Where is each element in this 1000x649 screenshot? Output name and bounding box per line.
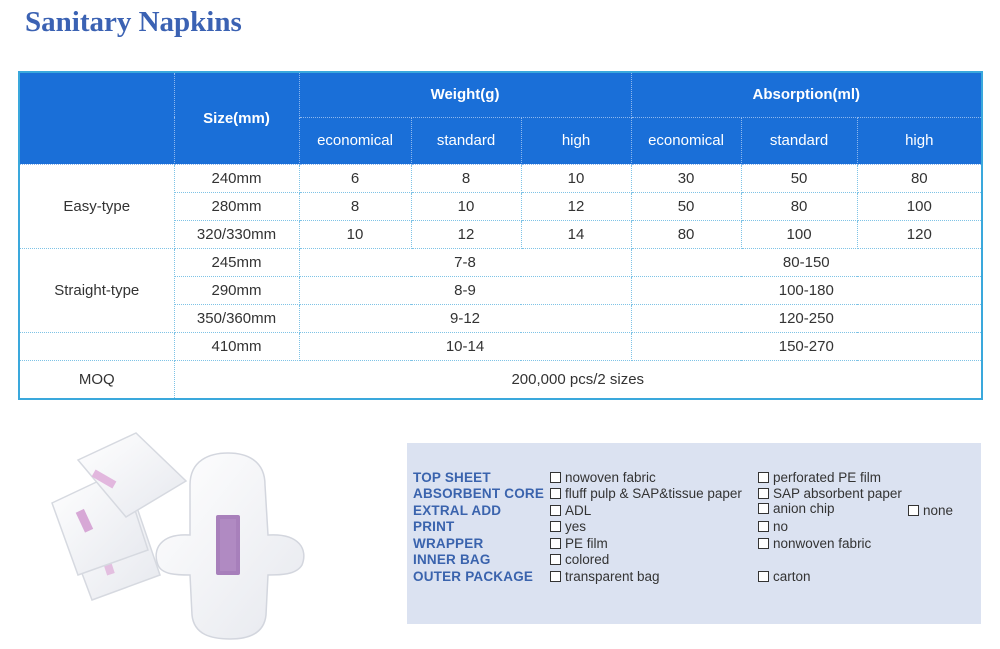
cell-absorption: 120 — [857, 220, 982, 248]
checkbox-icon[interactable] — [758, 472, 769, 483]
option-no[interactable]: no — [758, 519, 788, 534]
moq-row — [19, 361, 982, 399]
table-row — [19, 333, 982, 361]
cell-weight: 6 — [299, 164, 411, 192]
option-row-print — [407, 519, 981, 535]
category-blank — [19, 333, 174, 361]
cell-size: 350/360mm — [174, 305, 299, 333]
subheader-weight-high: high — [521, 117, 631, 164]
table-row — [19, 164, 982, 192]
cell-absorption: 120-250 — [631, 305, 982, 333]
category-straight-type: Straight-type — [19, 248, 174, 332]
checkbox-icon[interactable] — [550, 521, 561, 532]
option-label: ABSORBENT CORE — [413, 486, 545, 501]
cell-weight: 10 — [299, 220, 411, 248]
option-row-extral-add — [407, 503, 981, 519]
option-pe-film[interactable]: PE film — [550, 536, 608, 551]
subheader-absorption-standard: standard — [741, 117, 857, 164]
checkbox-icon[interactable] — [550, 571, 561, 582]
cell-weight: 8 — [299, 192, 411, 220]
cell-weight: 10 — [521, 164, 631, 192]
option-label: EXTRAL ADD — [413, 503, 502, 518]
checkbox-icon[interactable] — [550, 472, 561, 483]
header-size: Size(mm) — [174, 72, 299, 164]
cell-absorption: 100 — [857, 192, 982, 220]
product-photo — [40, 425, 340, 645]
checkbox-icon[interactable] — [550, 538, 561, 549]
cell-absorption: 100 — [741, 220, 857, 248]
checkbox-icon[interactable] — [550, 505, 561, 516]
option-row-absorbent-core — [407, 486, 981, 502]
cell-absorption: 100-180 — [631, 276, 982, 304]
option-row-inner-bag — [407, 552, 981, 568]
option-label: PRINT — [413, 519, 455, 534]
cell-weight: 14 — [521, 220, 631, 248]
option-adl[interactable]: ADL — [550, 503, 591, 518]
cell-size: 245mm — [174, 248, 299, 276]
cell-absorption: 80 — [741, 192, 857, 220]
option-nonwoven-fabric[interactable]: nonwoven fabric — [758, 536, 871, 551]
cell-weight: 12 — [411, 220, 521, 248]
subheader-weight-economical: economical — [299, 117, 411, 164]
cell-absorption: 80 — [857, 164, 982, 192]
cell-absorption: 150-270 — [631, 333, 982, 361]
option-yes[interactable]: yes — [550, 519, 586, 534]
option-row-wrapper — [407, 536, 981, 552]
cell-size: 410mm — [174, 333, 299, 361]
checkbox-icon[interactable] — [758, 571, 769, 582]
option-sap-absorbent-paper[interactable]: SAP absorbent paper — [758, 486, 902, 501]
option-perforated-pe-film[interactable]: perforated PE film — [758, 470, 881, 485]
cell-absorption: 80 — [631, 220, 741, 248]
option-row-outer-package — [407, 569, 981, 585]
cell-weight: 8-9 — [299, 276, 631, 304]
option-carton[interactable]: carton — [758, 569, 811, 584]
checkbox-icon[interactable] — [758, 503, 769, 514]
moq-value: 200,000 pcs/2 sizes — [174, 361, 982, 399]
option-label: TOP SHEET — [413, 470, 491, 485]
cell-size: 240mm — [174, 164, 299, 192]
checkbox-icon[interactable] — [758, 521, 769, 532]
checkbox-icon[interactable] — [758, 538, 769, 549]
header-absorption: Absorption(ml) — [631, 72, 982, 117]
options-panel — [407, 443, 981, 624]
option-label: INNER BAG — [413, 552, 491, 567]
option-label: OUTER PACKAGE — [413, 569, 534, 584]
checkbox-icon[interactable] — [908, 505, 919, 516]
cell-size: 280mm — [174, 192, 299, 220]
subheader-weight-standard: standard — [411, 117, 521, 164]
moq-label: MOQ — [19, 361, 174, 399]
page-title: Sanitary Napkins — [25, 6, 242, 38]
subheader-absorption-economical: economical — [631, 117, 741, 164]
category-easy-type: Easy-type — [19, 164, 174, 248]
option-label: WRAPPER — [413, 536, 484, 551]
cell-absorption: 50 — [631, 192, 741, 220]
cell-absorption: 30 — [631, 164, 741, 192]
option-transparent-bag[interactable]: transparent bag — [550, 569, 660, 584]
checkbox-icon[interactable] — [758, 488, 769, 499]
option-nowoven-fabric[interactable]: nowoven fabric — [550, 470, 656, 485]
cell-size: 320/330mm — [174, 220, 299, 248]
cell-size: 290mm — [174, 276, 299, 304]
option-row-top-sheet — [407, 470, 981, 486]
cell-absorption: 50 — [741, 164, 857, 192]
cell-weight: 7-8 — [299, 248, 631, 276]
option-none[interactable]: none — [908, 503, 953, 518]
header-weight: Weight(g) — [299, 72, 631, 117]
table-row — [19, 248, 982, 276]
cell-weight: 10-14 — [299, 333, 631, 361]
cell-weight: 8 — [411, 164, 521, 192]
spec-table — [18, 71, 983, 400]
cell-weight: 9-12 — [299, 305, 631, 333]
header-blank — [19, 72, 174, 164]
cell-weight: 10 — [411, 192, 521, 220]
option-anion-chip[interactable]: anion chip — [758, 501, 835, 516]
cell-weight: 12 — [521, 192, 631, 220]
option-fluff-pulp[interactable]: fluff pulp & SAP&tissue paper — [550, 486, 742, 501]
subheader-absorption-high: high — [857, 117, 982, 164]
option-colored[interactable]: colored — [550, 552, 609, 567]
cell-absorption: 80-150 — [631, 248, 982, 276]
checkbox-icon[interactable] — [550, 488, 561, 499]
checkbox-icon[interactable] — [550, 554, 561, 565]
